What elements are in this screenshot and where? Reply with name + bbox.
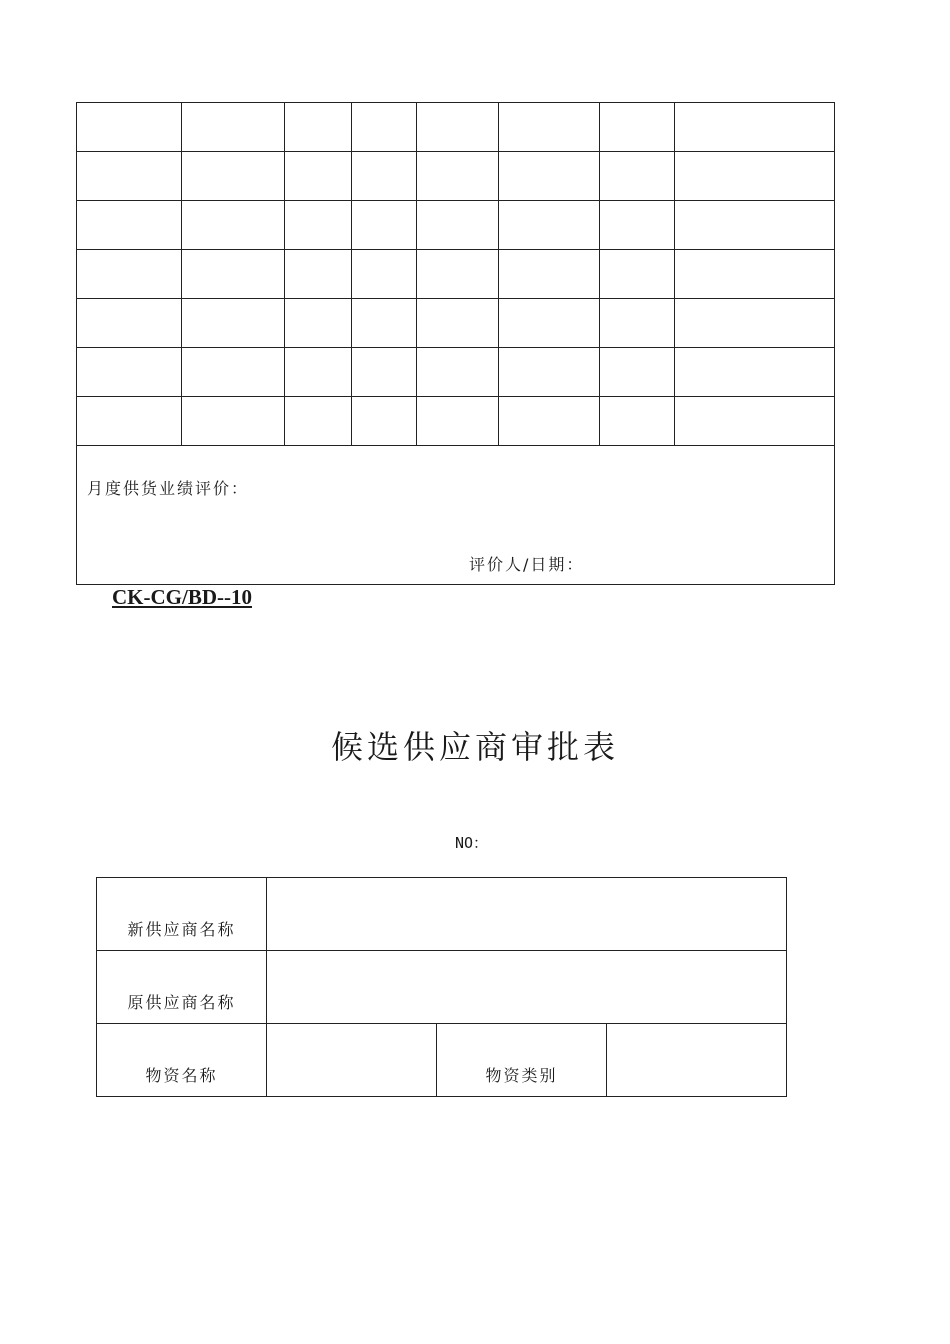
table-row (77, 152, 835, 201)
table-cell[interactable] (600, 152, 675, 201)
table-cell[interactable] (182, 397, 285, 446)
table-cell[interactable] (285, 201, 352, 250)
table-cell[interactable] (499, 348, 600, 397)
table-cell[interactable] (352, 299, 417, 348)
old-supplier-label: 原供应商名称 (97, 951, 267, 1024)
table-cell[interactable] (675, 250, 835, 299)
table-cell[interactable] (600, 103, 675, 152)
table-cell[interactable] (675, 152, 835, 201)
table-cell[interactable] (499, 152, 600, 201)
table-cell[interactable] (600, 299, 675, 348)
supplier-approval-form (96, 877, 787, 1097)
table-row (77, 397, 835, 446)
table-cell[interactable] (499, 397, 600, 446)
new-supplier-label: 新供应商名称 (97, 878, 267, 951)
table-row (77, 299, 835, 348)
table-cell[interactable] (417, 152, 499, 201)
table-row (77, 250, 835, 299)
table-cell[interactable] (352, 348, 417, 397)
table-cell[interactable] (182, 152, 285, 201)
monthly-evaluation-label: 月度供货业绩评价： (87, 479, 250, 498)
table-cell[interactable] (675, 299, 835, 348)
table-cell[interactable] (352, 397, 417, 446)
table-cell[interactable] (285, 348, 352, 397)
table-cell[interactable] (182, 201, 285, 250)
old-supplier-row (97, 951, 787, 1024)
monthly-supply-table (76, 102, 835, 585)
table-cell[interactable] (352, 152, 417, 201)
number-label: NO： (455, 834, 489, 852)
table-cell[interactable] (182, 348, 285, 397)
evaluator-date-label: 评价人/日期： (469, 555, 585, 574)
table-cell[interactable] (285, 152, 352, 201)
table-row (77, 348, 835, 397)
table-cell[interactable] (285, 299, 352, 348)
table-cell[interactable] (417, 299, 499, 348)
material-category-field[interactable] (607, 1024, 787, 1097)
table-cell[interactable] (182, 250, 285, 299)
table-row (77, 103, 835, 152)
table-cell[interactable] (352, 201, 417, 250)
evaluation-cell[interactable] (77, 446, 835, 585)
table-cell[interactable] (675, 201, 835, 250)
material-name-label: 物资名称 (97, 1024, 267, 1097)
table-cell[interactable] (285, 103, 352, 152)
new-supplier-field[interactable] (267, 878, 787, 951)
new-supplier-row (97, 878, 787, 951)
table-cell[interactable] (77, 103, 182, 152)
table-cell[interactable] (352, 250, 417, 299)
old-supplier-field[interactable] (267, 951, 787, 1024)
table-cell[interactable] (600, 250, 675, 299)
table-cell[interactable] (77, 152, 182, 201)
table-cell[interactable] (417, 348, 499, 397)
table-cell[interactable] (77, 348, 182, 397)
table-cell[interactable] (182, 103, 285, 152)
evaluation-row (77, 446, 835, 585)
form-code: CK-CG/BD--10 (112, 585, 252, 609)
table-cell[interactable] (675, 348, 835, 397)
material-row (97, 1024, 787, 1097)
table-row (77, 201, 835, 250)
table-cell[interactable] (77, 250, 182, 299)
table-cell[interactable] (417, 201, 499, 250)
table-cell[interactable] (285, 250, 352, 299)
table-cell[interactable] (182, 299, 285, 348)
table-cell[interactable] (600, 348, 675, 397)
table-cell[interactable] (499, 299, 600, 348)
table-cell[interactable] (77, 201, 182, 250)
monthly-table-body (77, 103, 835, 585)
table-cell[interactable] (675, 103, 835, 152)
table-cell[interactable] (499, 103, 600, 152)
table-cell[interactable] (675, 397, 835, 446)
table-cell[interactable] (417, 250, 499, 299)
table-cell[interactable] (499, 250, 600, 299)
table-cell[interactable] (600, 201, 675, 250)
table-cell[interactable] (77, 299, 182, 348)
table-cell[interactable] (499, 201, 600, 250)
table-cell[interactable] (417, 397, 499, 446)
table-cell[interactable] (600, 397, 675, 446)
page-title: 候选供应商审批表 (330, 728, 619, 766)
table-cell[interactable] (77, 397, 182, 446)
table-cell[interactable] (417, 103, 499, 152)
table-cell[interactable] (352, 103, 417, 152)
material-category-label: 物资类别 (437, 1024, 607, 1097)
material-name-field[interactable] (267, 1024, 437, 1097)
table-cell[interactable] (285, 397, 352, 446)
